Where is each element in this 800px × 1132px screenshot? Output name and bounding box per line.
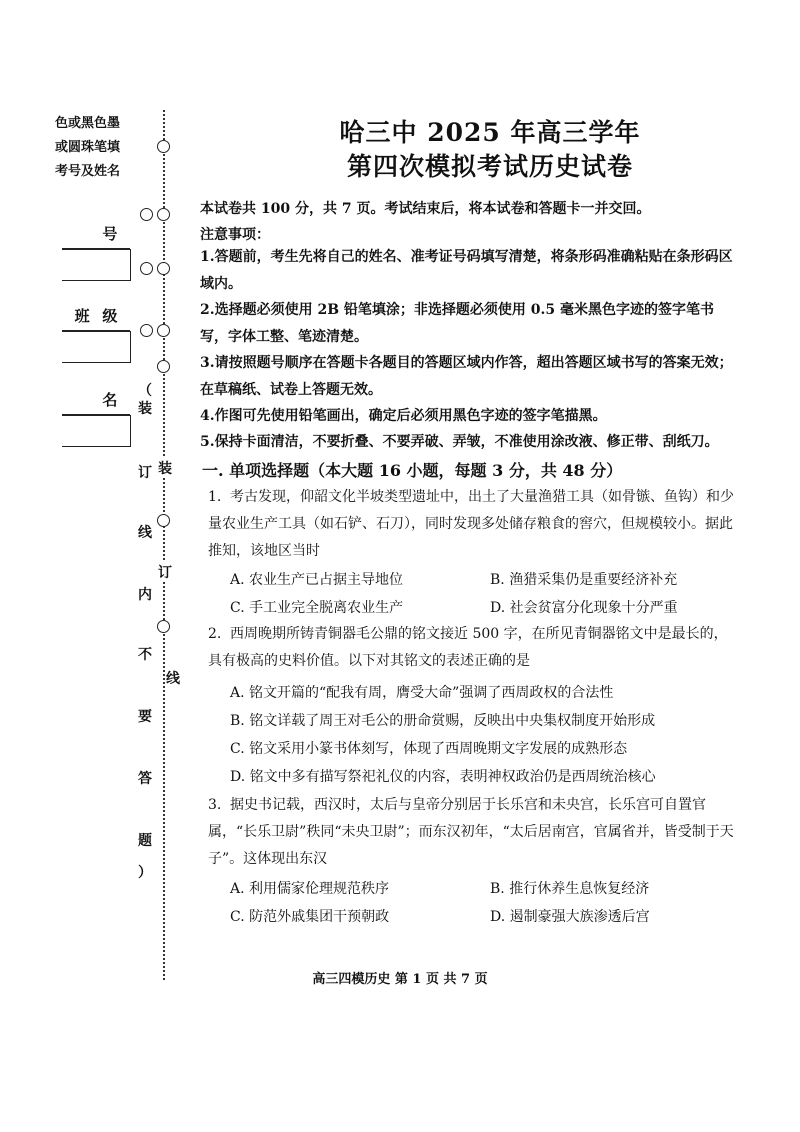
binding-note-2: 或圆珠笔填 [55,140,121,155]
exam-intro: 本试卷共 100 分，共 7 页。考试结束后，将本试卷和答题卡一并交回。 [200,201,651,217]
binding-hole [140,208,153,221]
binding-hole [157,324,170,337]
option-d[interactable]: D. 铭文中多有描写祭祀礼仪的内容，表明神权政治仍是西周统治核心 [230,769,656,785]
vertical-char-outer: 订 [157,562,173,582]
vertical-char: （ [138,383,152,399]
vertical-char: 要 [138,709,152,725]
option-b[interactable]: B. 渔猎采集仍是重要经济补充 [490,572,678,588]
section-heading: 一. 单项选择题（本大题 16 小题，每题 3 分，共 48 分） [202,461,623,480]
question-number: 1. [208,489,222,505]
vertical-char: ） [138,865,152,881]
note-item: 2.选择题必须使用 2B 铅笔填涂；非选择题必须使用 0.5 毫米黑色字迹的签字笔书写，字体工整、笔迹清楚。 [200,302,715,345]
binding-hole [157,620,170,633]
binding-hole [140,262,153,275]
option-a[interactable]: A. 利用儒家伦理规范秩序 [230,881,390,897]
page-title-line2: 第四次模拟考试历史试卷 [346,152,633,181]
question-1 [208,484,738,565]
question-number: 3. [208,797,222,813]
option-c[interactable]: C. 铭文采用小篆书体刻写，体现了西周晚期文字发展的成熟形态 [230,741,628,757]
binding-note-1: 色或黑色墨 [55,116,121,131]
binding-hole [140,324,153,337]
binding-hole [157,208,170,221]
question-2 [208,621,738,675]
class-box[interactable] [62,331,131,363]
option-b[interactable]: B. 铭文详载了周王对毛公的册命赏赐，反映出中央集权制度开始形成 [230,713,656,729]
vertical-char: 不 [138,647,152,663]
question-number: 2. [208,626,222,642]
note-item: 4.作图可先使用铅笔画出，确定后必须用黑色字迹的签字笔描黑。 [200,408,607,424]
option-d[interactable]: D. 遏制豪强大族渗透后宫 [490,909,650,925]
question-stem: 据史书记载，西汉时，太后与皇帝分别居于长乐宫和未央宫，长乐宫可自置官属，“长乐卫尉”秩同“未央卫尉”；而东汉初年，“太后居南宫，官属省并，皆受制于天子”。这体现出东汉 [208,797,734,867]
vertical-char: 订 [138,465,152,481]
option-c[interactable]: C. 手工业完全脱离农业生产 [230,600,404,616]
option-c[interactable]: C. 防范外戚集团干预朝政 [230,909,390,925]
binding-hole [157,360,170,373]
exam-number-box[interactable] [62,249,131,281]
option-a[interactable]: A. 铭文开篇的“配我有周，膺受大命”强调了西周政权的合法性 [230,685,614,701]
vertical-char: 答 [138,771,152,787]
binding-note-3: 考号及姓名 [55,164,121,179]
question-3 [208,792,738,873]
vertical-char: 内 [138,587,152,603]
binding-hole [157,262,170,275]
binding-hole [157,514,170,527]
question-stem: 考古发现，仰韶文化半坡类型遗址中，出土了大量渔猎工具（如骨镞、鱼钩）和少量农业生产工具（如石铲、石刀），同时发现多处储存粮食的窖穴，但规模较小。据此推知，该地区当时 [208,489,734,559]
field-label-text: 级 [102,306,118,325]
binding-line [163,110,165,980]
page-footer: 高三四模历史 第 1 页 共 7 页 [312,972,488,987]
page-title-line1: 哈三中 2025 年高三学年 [339,118,641,147]
option-d[interactable]: D. 社会贫富分化现象十分严重 [490,600,678,616]
vertical-char: 装 [138,401,152,417]
note-item: 5.保持卡面清洁，不要折叠、不要弄破、弄皱，不准使用涂改液、修正带、刮纸刀。 [200,434,719,450]
notes-title: 注意事项： [200,227,270,243]
field-label-name [62,384,130,415]
name-box[interactable] [62,415,131,447]
vertical-char-outer: 装 [157,458,173,478]
field-label-class [62,300,130,331]
field-label-exam-number [62,218,130,249]
binding-hole [157,140,170,153]
vertical-char-outer: 线 [165,668,181,688]
note-item: 1.答题前，考生先将自己的姓名、准考证号码填写清楚，将条形码准确粘贴在条形码区域内。 [200,249,733,292]
vertical-char: 题 [138,833,152,849]
option-a[interactable]: A. 农业生产已占据主导地位 [230,572,404,588]
field-label-text: 号 [102,224,118,243]
field-label-prefix: 班 [74,306,90,325]
note-item: 3.请按照题号顺序在答题卡各题目的答题区域内作答，超出答题区域书写的答案无效；在草稿纸、试卷上答题无效。 [200,355,733,398]
vertical-char: 线 [138,525,152,541]
field-label-text: 名 [102,390,118,409]
option-b[interactable]: B. 推行休养生息恢复经济 [490,881,650,897]
question-stem: 西周晚期所铸青铜器毛公鼎的铭文接近 500 字，在所见青铜器铭文中是最长的，具有极高的史料价值。以下对其铭文的表述正确的是 [208,626,728,669]
